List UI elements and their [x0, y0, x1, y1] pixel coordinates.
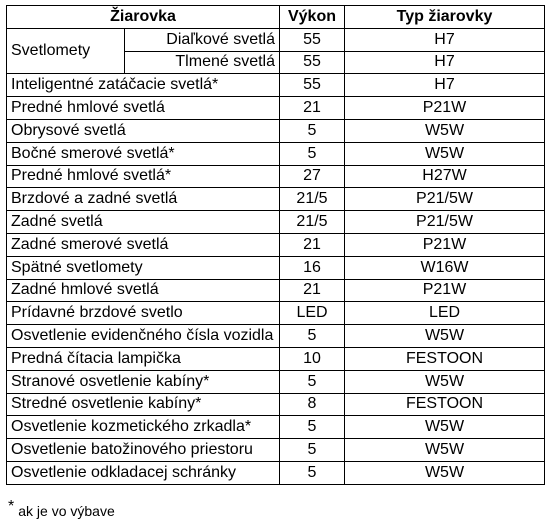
header-power: Výkon	[280, 6, 345, 29]
table-row	[7, 393, 545, 416]
row-name: Brzdové a zadné svetlá	[7, 188, 280, 211]
row-power: 5	[280, 416, 345, 439]
table-row	[7, 28, 545, 51]
row-power: 27	[280, 165, 345, 188]
row-name: Spätné svetlomety	[7, 256, 280, 279]
table-row	[7, 439, 545, 462]
row-type: LED	[345, 302, 545, 325]
table-row	[7, 302, 545, 325]
footnote	[8, 498, 115, 521]
row-power: 5	[280, 370, 345, 393]
row-type: FESTOON	[345, 393, 545, 416]
row-type: W16W	[345, 256, 545, 279]
row-type: W5W	[345, 142, 545, 165]
row-type: P21W	[345, 279, 545, 302]
row-name: Osvetlenie evidenčného čísla vozidla	[7, 325, 280, 348]
row-name: Zadné smerové svetlá	[7, 233, 280, 256]
table-row	[7, 233, 545, 256]
table-row	[7, 165, 545, 188]
row-power: 21	[280, 279, 345, 302]
row-name: Predné hmlové svetlá*	[7, 165, 280, 188]
table-row	[7, 279, 545, 302]
row-name: Obrysové svetlá	[7, 119, 280, 142]
row-name: Predná čítacia lampička	[7, 347, 280, 370]
row-power: 55	[280, 28, 345, 51]
table-row	[7, 325, 545, 348]
row-power: 5	[280, 461, 345, 484]
row-subname: Diaľkové svetlá	[125, 28, 280, 51]
row-power: 21	[280, 233, 345, 256]
row-name: Osvetlenie odkladacej schránky	[7, 461, 280, 484]
table-row	[7, 461, 545, 484]
row-name: Osvetlenie kozmetického zrkadla*	[7, 416, 280, 439]
footnote-text: ak je vo výbave	[18, 503, 115, 519]
row-type: W5W	[345, 370, 545, 393]
table-row	[7, 347, 545, 370]
row-type: W5W	[345, 325, 545, 348]
row-name: Bočné smerové svetlá*	[7, 142, 280, 165]
table-row	[7, 142, 545, 165]
row-power: 55	[280, 51, 345, 74]
table-row	[7, 97, 545, 120]
row-power: 5	[280, 439, 345, 462]
row-name: Zadné svetlá	[7, 211, 280, 234]
row-power: 5	[280, 325, 345, 348]
table-row	[7, 188, 545, 211]
row-type: P21W	[345, 97, 545, 120]
footnote-symbol: *	[8, 498, 15, 515]
row-power: 21/5	[280, 188, 345, 211]
row-type: W5W	[345, 416, 545, 439]
table-row	[7, 211, 545, 234]
row-power: 21/5	[280, 211, 345, 234]
row-name: Inteligentné zatáčacie svetlá*	[7, 74, 280, 97]
row-power: 10	[280, 347, 345, 370]
group-label: Svetlomety	[7, 28, 125, 74]
row-name: Predné hmlové svetlá	[7, 97, 280, 120]
header-bulb: Žiarovka	[7, 6, 280, 29]
row-power: 16	[280, 256, 345, 279]
row-name: Prídavné brzdové svetlo	[7, 302, 280, 325]
bulb-table	[6, 5, 545, 485]
row-type: W5W	[345, 119, 545, 142]
header-row	[7, 6, 545, 29]
table-row	[7, 416, 545, 439]
row-name: Stranové osvetlenie kabíny*	[7, 370, 280, 393]
row-type: H7	[345, 74, 545, 97]
row-type: P21W	[345, 233, 545, 256]
row-power: 5	[280, 119, 345, 142]
row-name: Osvetlenie batožinového priestoru	[7, 439, 280, 462]
row-power: 55	[280, 74, 345, 97]
row-power: 8	[280, 393, 345, 416]
table-row	[7, 74, 545, 97]
table-row	[7, 370, 545, 393]
row-type: W5W	[345, 461, 545, 484]
row-type: W5W	[345, 439, 545, 462]
row-type: H7	[345, 28, 545, 51]
row-power: LED	[280, 302, 345, 325]
table-body	[7, 28, 545, 484]
row-type: FESTOON	[345, 347, 545, 370]
table-row	[7, 256, 545, 279]
header-type: Typ žiarovky	[345, 6, 545, 29]
row-name: Zadné hmlové svetlá	[7, 279, 280, 302]
row-type: P21/5W	[345, 211, 545, 234]
table-row	[7, 119, 545, 142]
row-subname: Tlmené svetlá	[125, 51, 280, 74]
row-type: H7	[345, 51, 545, 74]
row-type: H27W	[345, 165, 545, 188]
row-name: Stredné osvetlenie kabíny*	[7, 393, 280, 416]
row-power: 5	[280, 142, 345, 165]
row-power: 21	[280, 97, 345, 120]
row-type: P21/5W	[345, 188, 545, 211]
